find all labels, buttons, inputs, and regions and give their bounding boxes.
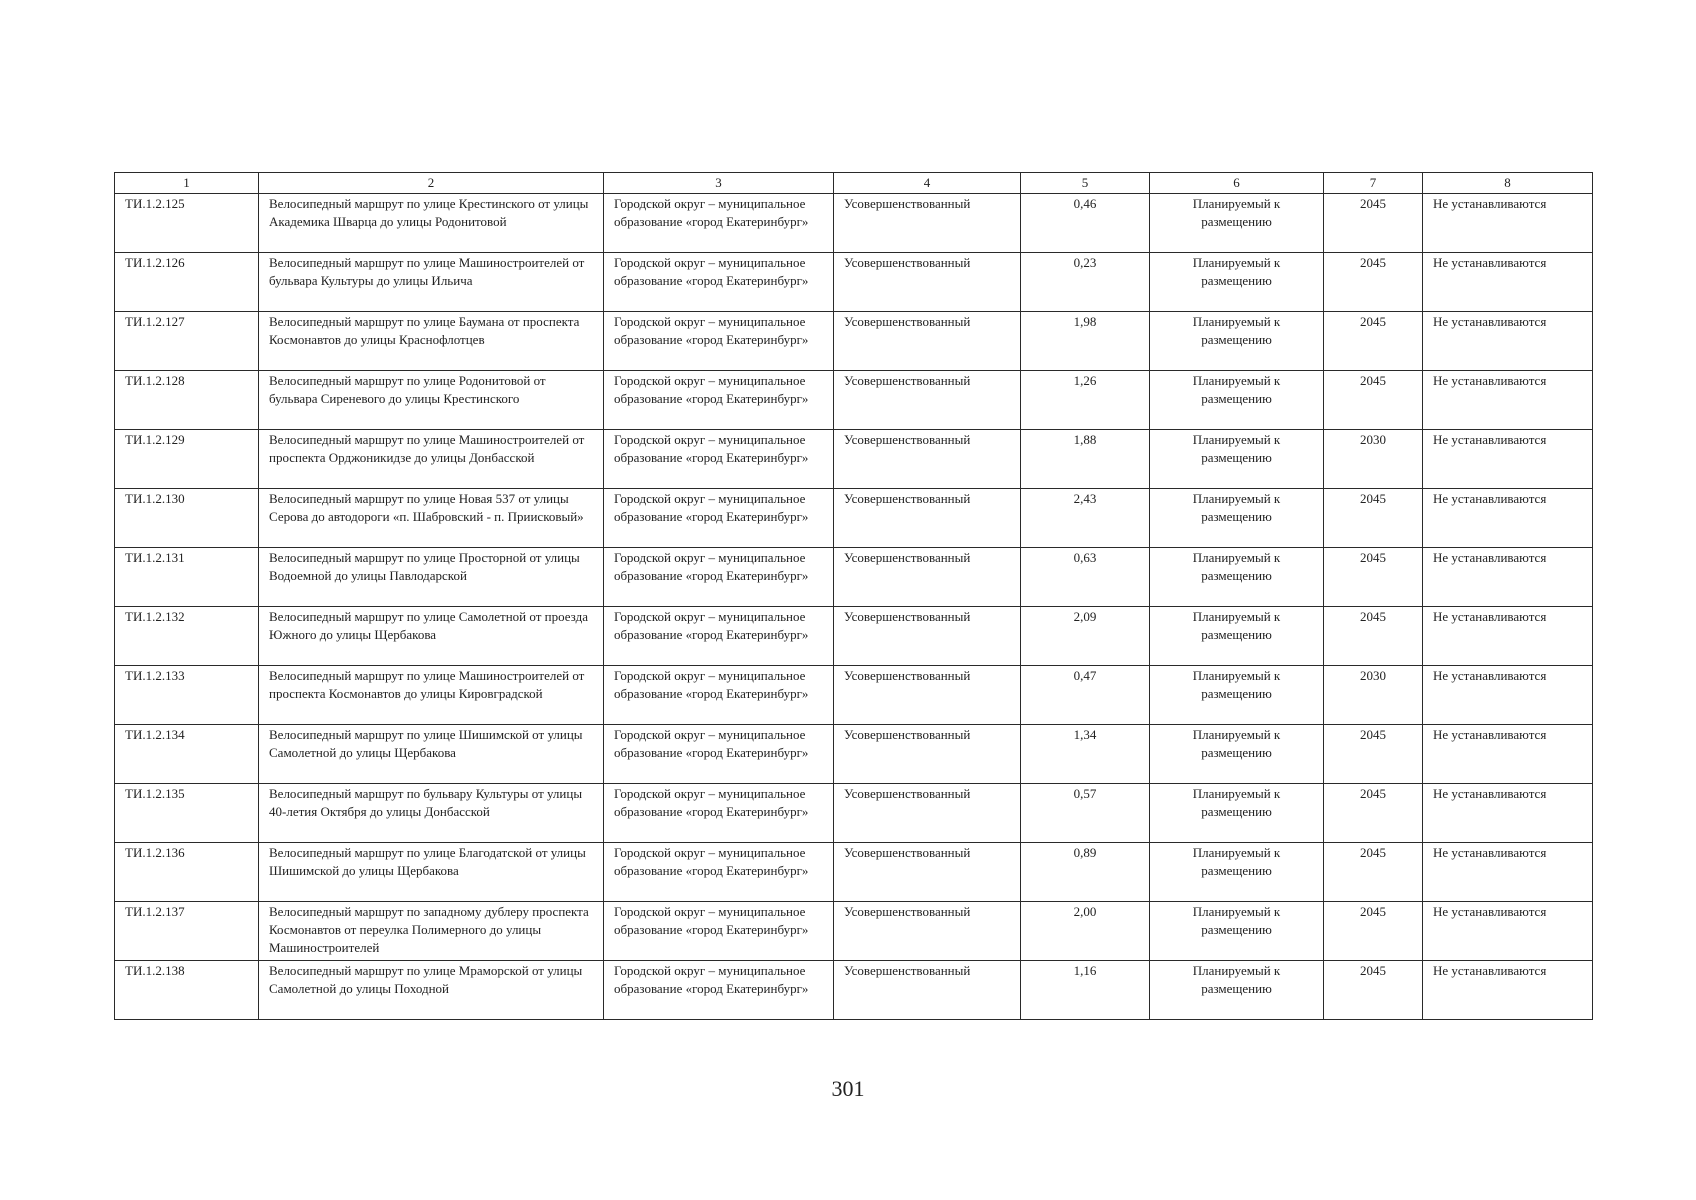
object-name-cell: Велосипедный маршрут по улице Шишимской от улицы Самолетной до улицы Щербакова — [259, 725, 604, 784]
page-number: 301 — [831, 1076, 865, 1101]
year-cell: 2030 — [1324, 666, 1423, 725]
object-name-cell: Велосипедный маршрут по улице Машиностроителей от проспекта Космонавтов до улицы Кировградской — [259, 666, 604, 725]
object-id-cell: ТИ.1.2.137 — [115, 902, 259, 961]
table-row — [115, 725, 1593, 784]
object-id-cell: ТИ.1.2.135 — [115, 784, 259, 843]
status-cell: Планируемый к размещению — [1150, 312, 1324, 371]
column-header: 8 — [1423, 173, 1593, 194]
column-header: 5 — [1021, 173, 1150, 194]
location-cell: Городской округ – муниципальное образование «город Екатеринбург» — [604, 253, 834, 312]
year-cell: 2045 — [1324, 725, 1423, 784]
object-name-cell: Велосипедный маршрут по улице Самолетной от проезда Южного до улицы Щербакова — [259, 607, 604, 666]
location-cell: Городской округ – муниципальное образование «город Екатеринбург» — [604, 607, 834, 666]
length-cell: 2,43 — [1021, 489, 1150, 548]
length-cell: 0,57 — [1021, 784, 1150, 843]
year-cell: 2045 — [1324, 843, 1423, 902]
column-header: 3 — [604, 173, 834, 194]
status-cell: Планируемый к размещению — [1150, 548, 1324, 607]
object-id-cell: ТИ.1.2.134 — [115, 725, 259, 784]
status-cell: Планируемый к размещению — [1150, 253, 1324, 312]
year-cell: 2045 — [1324, 312, 1423, 371]
header-row — [115, 173, 1593, 194]
zones-cell: Не устанавливаются — [1423, 194, 1593, 253]
status-cell: Планируемый к размещению — [1150, 902, 1324, 961]
length-cell: 0,47 — [1021, 666, 1150, 725]
table-row — [115, 784, 1593, 843]
year-cell: 2045 — [1324, 961, 1423, 1020]
status-cell: Планируемый к размещению — [1150, 607, 1324, 666]
zones-cell: Не устанавливаются — [1423, 548, 1593, 607]
status-cell: Планируемый к размещению — [1150, 784, 1324, 843]
object-name-cell: Велосипедный маршрут по улице Просторной от улицы Водоемной до улицы Павлодарской — [259, 548, 604, 607]
object-name-cell: Велосипедный маршрут по улице Машиностроителей от проспекта Орджоникидзе до улицы Донбасской — [259, 430, 604, 489]
type-cell: Усовершенствованный — [834, 902, 1021, 961]
object-id-cell: ТИ.1.2.132 — [115, 607, 259, 666]
zones-cell: Не устанавливаются — [1423, 725, 1593, 784]
table-row — [115, 843, 1593, 902]
object-name-cell: Велосипедный маршрут по улице Баумана от проспекта Космонавтов до улицы Краснофлотцев — [259, 312, 604, 371]
object-id-cell: ТИ.1.2.129 — [115, 430, 259, 489]
zones-cell: Не устанавливаются — [1423, 607, 1593, 666]
type-cell: Усовершенствованный — [834, 666, 1021, 725]
year-cell: 2045 — [1324, 784, 1423, 843]
object-name-cell: Велосипедный маршрут по улице Машиностроителей от бульвара Культуры до улицы Ильича — [259, 253, 604, 312]
column-header: 1 — [115, 173, 259, 194]
type-cell: Усовершенствованный — [834, 548, 1021, 607]
location-cell: Городской округ – муниципальное образование «город Екатеринбург» — [604, 843, 834, 902]
object-name-cell: Велосипедный маршрут по западному дублеру проспекта Космонавтов от переулка Полимерного до улицы Машиностроителей — [259, 902, 604, 961]
type-cell: Усовершенствованный — [834, 194, 1021, 253]
table-row — [115, 430, 1593, 489]
length-cell: 0,89 — [1021, 843, 1150, 902]
object-id-cell: ТИ.1.2.127 — [115, 312, 259, 371]
zones-cell: Не устанавливаются — [1423, 666, 1593, 725]
type-cell: Усовершенствованный — [834, 489, 1021, 548]
type-cell: Усовершенствованный — [834, 253, 1021, 312]
object-id-cell: ТИ.1.2.126 — [115, 253, 259, 312]
location-cell: Городской округ – муниципальное образование «город Екатеринбург» — [604, 312, 834, 371]
table-row — [115, 666, 1593, 725]
year-cell: 2045 — [1324, 548, 1423, 607]
object-id-cell: ТИ.1.2.130 — [115, 489, 259, 548]
location-cell: Городской округ – муниципальное образование «город Екатеринбург» — [604, 371, 834, 430]
zones-cell: Не устанавливаются — [1423, 312, 1593, 371]
table-row — [115, 371, 1593, 430]
table-row — [115, 607, 1593, 666]
status-cell: Планируемый к размещению — [1150, 843, 1324, 902]
year-cell: 2045 — [1324, 607, 1423, 666]
object-id-cell: ТИ.1.2.133 — [115, 666, 259, 725]
location-cell: Городской округ – муниципальное образование «город Екатеринбург» — [604, 784, 834, 843]
location-cell: Городской округ – муниципальное образование «город Екатеринбург» — [604, 430, 834, 489]
object-name-cell: Велосипедный маршрут по улице Новая 537 от улицы Серова до автодороги «п. Шабровский - п. Приисковый» — [259, 489, 604, 548]
type-cell: Усовершенствованный — [834, 961, 1021, 1020]
object-id-cell: ТИ.1.2.128 — [115, 371, 259, 430]
year-cell: 2045 — [1324, 902, 1423, 961]
object-name-cell: Велосипедный маршрут по улице Мраморской от улицы Самолетной до улицы Походной — [259, 961, 604, 1020]
length-cell: 1,26 — [1021, 371, 1150, 430]
type-cell: Усовершенствованный — [834, 312, 1021, 371]
object-name-cell: Велосипедный маршрут по улице Родонитовой от бульвара Сиреневого до улицы Крестинского — [259, 371, 604, 430]
location-cell: Городской округ – муниципальное образование «город Екатеринбург» — [604, 725, 834, 784]
object-name-cell: Велосипедный маршрут по бульвару Культуры от улицы 40-летия Октября до улицы Донбасской — [259, 784, 604, 843]
status-cell: Планируемый к размещению — [1150, 194, 1324, 253]
status-cell: Планируемый к размещению — [1150, 666, 1324, 725]
column-header: 4 — [834, 173, 1021, 194]
type-cell: Усовершенствованный — [834, 784, 1021, 843]
zones-cell: Не устанавливаются — [1423, 253, 1593, 312]
table-row — [115, 312, 1593, 371]
registry-table — [114, 172, 1593, 1020]
status-cell: Планируемый к размещению — [1150, 961, 1324, 1020]
object-id-cell: ТИ.1.2.125 — [115, 194, 259, 253]
location-cell: Городской округ – муниципальное образование «город Екатеринбург» — [604, 548, 834, 607]
location-cell: Городской округ – муниципальное образование «город Екатеринбург» — [604, 194, 834, 253]
zones-cell: Не устанавливаются — [1423, 843, 1593, 902]
type-cell: Усовершенствованный — [834, 371, 1021, 430]
object-id-cell: ТИ.1.2.131 — [115, 548, 259, 607]
year-cell: 2045 — [1324, 194, 1423, 253]
zones-cell: Не устанавливаются — [1423, 430, 1593, 489]
type-cell: Усовершенствованный — [834, 607, 1021, 666]
status-cell: Планируемый к размещению — [1150, 489, 1324, 548]
table-row — [115, 253, 1593, 312]
object-id-cell: ТИ.1.2.136 — [115, 843, 259, 902]
length-cell: 0,63 — [1021, 548, 1150, 607]
location-cell: Городской округ – муниципальное образование «город Екатеринбург» — [604, 961, 834, 1020]
column-header: 7 — [1324, 173, 1423, 194]
year-cell: 2045 — [1324, 371, 1423, 430]
length-cell: 2,09 — [1021, 607, 1150, 666]
status-cell: Планируемый к размещению — [1150, 430, 1324, 489]
length-cell: 0,23 — [1021, 253, 1150, 312]
type-cell: Усовершенствованный — [834, 430, 1021, 489]
object-name-cell: Велосипедный маршрут по улице Крестинского от улицы Академика Шварца до улицы Родонитовой — [259, 194, 604, 253]
location-cell: Городской округ – муниципальное образование «город Екатеринбург» — [604, 666, 834, 725]
table-row — [115, 961, 1593, 1020]
zones-cell: Не устанавливаются — [1423, 489, 1593, 548]
year-cell: 2045 — [1324, 489, 1423, 548]
year-cell: 2045 — [1324, 253, 1423, 312]
column-header: 2 — [259, 173, 604, 194]
length-cell: 1,16 — [1021, 961, 1150, 1020]
table-row — [115, 548, 1593, 607]
length-cell: 0,46 — [1021, 194, 1150, 253]
object-id-cell: ТИ.1.2.138 — [115, 961, 259, 1020]
type-cell: Усовершенствованный — [834, 843, 1021, 902]
object-name-cell: Велосипедный маршрут по улице Благодатской от улицы Шишимской до улицы Щербакова — [259, 843, 604, 902]
table-row — [115, 902, 1593, 961]
location-cell: Городской округ – муниципальное образование «город Екатеринбург» — [604, 489, 834, 548]
table-row — [115, 489, 1593, 548]
zones-cell: Не устанавливаются — [1423, 902, 1593, 961]
zones-cell: Не устанавливаются — [1423, 784, 1593, 843]
year-cell: 2030 — [1324, 430, 1423, 489]
zones-cell: Не устанавливаются — [1423, 961, 1593, 1020]
status-cell: Планируемый к размещению — [1150, 371, 1324, 430]
zones-cell: Не устанавливаются — [1423, 371, 1593, 430]
location-cell: Городской округ – муниципальное образование «город Екатеринбург» — [604, 902, 834, 961]
length-cell: 1,98 — [1021, 312, 1150, 371]
table-row — [115, 194, 1593, 253]
status-cell: Планируемый к размещению — [1150, 725, 1324, 784]
length-cell: 2,00 — [1021, 902, 1150, 961]
length-cell: 1,34 — [1021, 725, 1150, 784]
column-header: 6 — [1150, 173, 1324, 194]
type-cell: Усовершенствованный — [834, 725, 1021, 784]
length-cell: 1,88 — [1021, 430, 1150, 489]
